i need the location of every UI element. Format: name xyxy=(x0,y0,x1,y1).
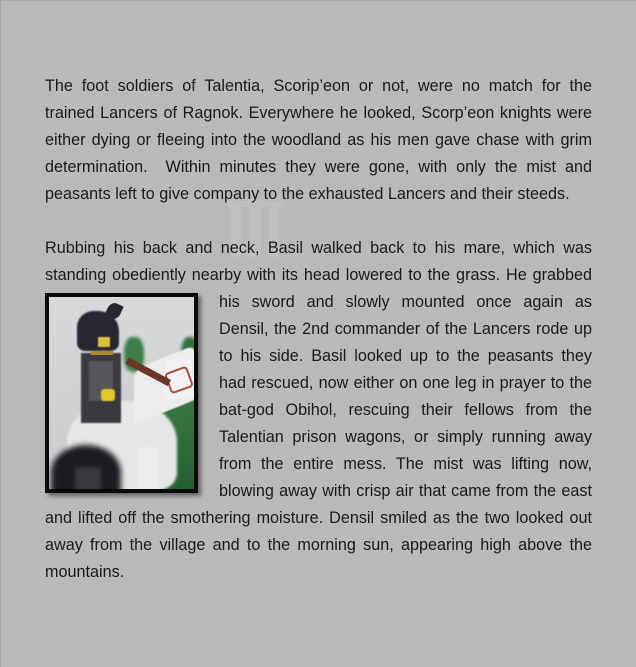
paragraph-1: The foot soldiers of Talentia, Scorip’eon or not, were no match for the trained Lancers of Ragnok. Everywhere he looked, Scorp’eon knights were either dying or fleeing into the woodland as his men gave chase with grim determination. Within minutes they were gone, with only the mist and peasants left to give company to the exhausted Lancers and their steeds. xyxy=(45,77,592,203)
photo-rider-collar xyxy=(91,351,113,355)
knight-on-horse-photo xyxy=(45,293,198,493)
photo-rider-face xyxy=(98,337,110,347)
story-text xyxy=(45,73,592,586)
photo-foreground-figure xyxy=(75,467,101,491)
paragraph-2-continued: his sword and slowly mounted once again as Densil, the 2nd commander of the Lancers rode up to his side. Basil looked up to the peasants they had rescued, now either on one leg in prayer to the bat-god Obihol, rescuing their fellows from the Talentian prison wagons, or simply running away from the entire mess. The mist was lifting now, blowing away with crisp air that came from the east and lifted off the smothering moisture. Densil smiled as the two looked out away from the village and to the morning sun, appearing high above the mountains. xyxy=(45,293,592,581)
photo-rider-hand xyxy=(101,389,115,401)
paragraph-2-intro: Rubbing his back and neck, Basil walked back to his mare, which was standing obediently nearby with its head lowered to the grass. He grabbed xyxy=(45,239,592,284)
paragraph-2 xyxy=(45,235,592,586)
photo-horse-leg xyxy=(137,447,159,492)
